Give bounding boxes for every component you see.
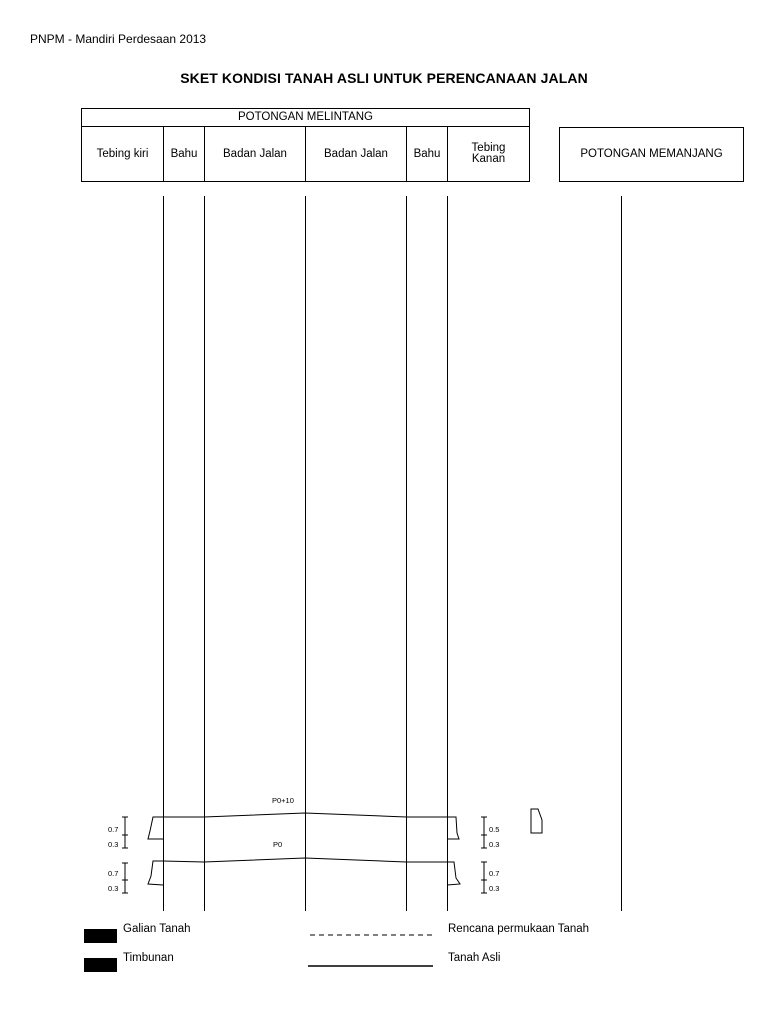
long-section-title: POTONGAN MEMANJANG [559,127,744,182]
tebing-kanan-line2: Kanan [471,153,506,165]
column-badan-jalan-1: Badan Jalan [205,127,306,181]
left-dim-upper-marker [122,817,128,848]
profile-lower-left-bank [148,861,163,885]
left-dim-lower-marker [122,863,128,893]
legend-tanah-asli-label: Tanah Asli [448,952,501,964]
right-dim-lower-bottom: 0.3 [489,884,500,893]
left-dim-lower-bottom: 0.3 [108,884,119,893]
station-label-lower: P0 [273,840,283,849]
profile-lower-road [163,858,447,862]
station-label-upper: P0+10 [272,796,294,805]
cross-section-title: POTONGAN MELINTANG [82,109,529,127]
right-dim-upper-top: 0.5 [489,825,500,834]
column-tebing-kiri: Tebing kiri [82,127,164,181]
column-badan-jalan-2: Badan Jalan [306,127,407,181]
right-dim-upper-bottom: 0.3 [489,840,500,849]
right-dim-lower-marker [481,862,487,893]
long-section-mark [531,809,542,833]
legend-timbunan-swatch [84,958,117,972]
column-bahu-left: Bahu [164,127,205,181]
profile-upper-road [163,813,447,817]
document-header-note: PNPM - Mandiri Perdesaan 2013 [30,32,207,46]
right-dim-lower-top: 0.7 [489,869,500,878]
right-dim-upper-marker [481,817,487,848]
page-title: SKET KONDISI TANAH ASLI UNTUK PERENCANAAN JALAN [180,70,588,86]
left-dim-upper-bottom: 0.3 [108,840,119,849]
legend-galian-swatch [84,929,117,943]
profile-upper-right-bank [447,817,459,839]
tebing-kanan-line1: Tebing [471,142,506,154]
legend-rencana-label: Rencana permukaan Tanah [448,923,590,935]
left-dim-upper-top: 0.7 [108,825,119,834]
column-bahu-right: Bahu [407,127,448,181]
left-dim-lower-top: 0.7 [108,869,119,878]
profile-lower-right-bank [447,862,460,885]
legend-galian-label: Galian Tanah [123,923,191,935]
profile-upper-left-bank [148,817,163,839]
legend-timbunan-label: Timbunan [123,952,174,964]
